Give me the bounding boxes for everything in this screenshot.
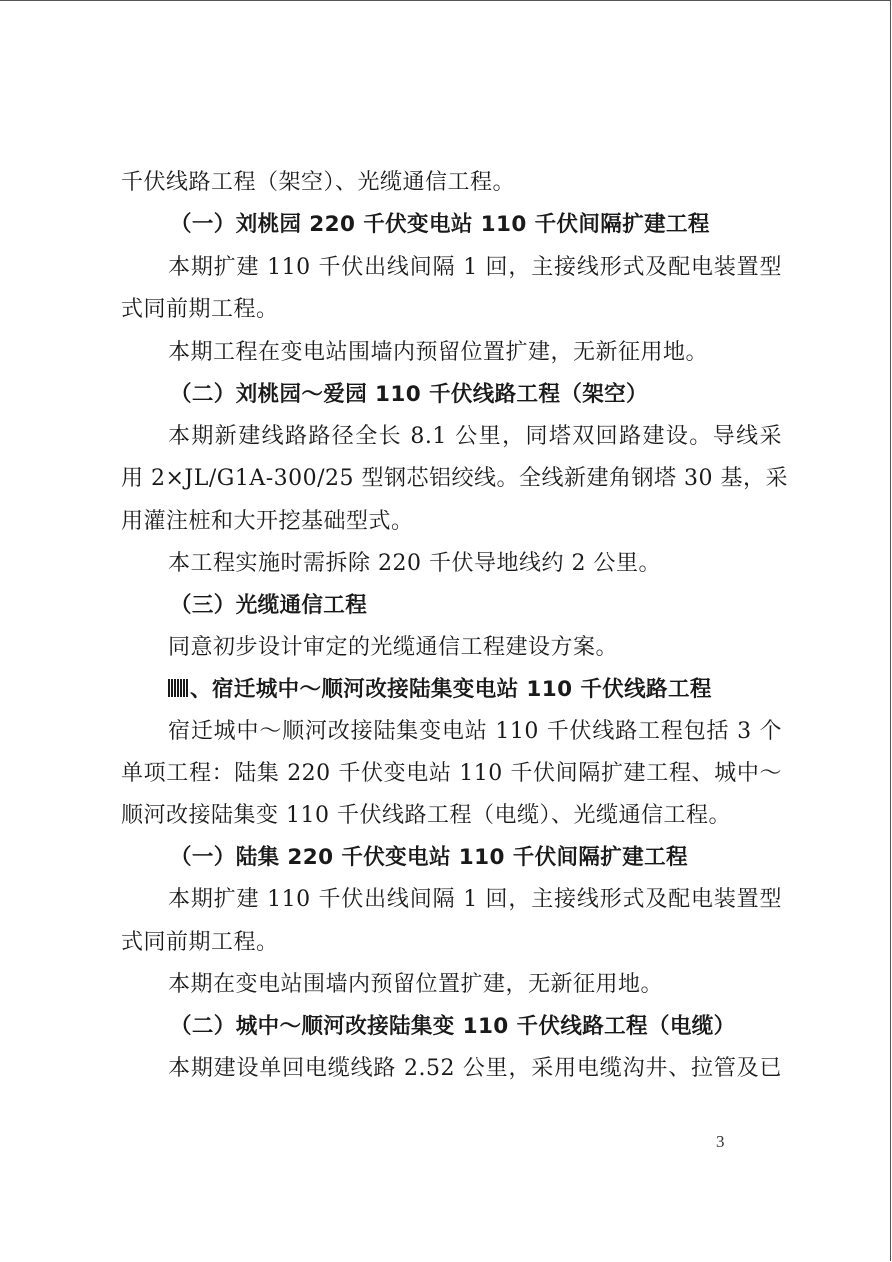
paragraph-line: 用灌注桩和大开挖基础型式。: [121, 509, 414, 534]
section-heading: （二）城中～顺河改接陆集变 110 千伏线路工程（电缆）: [170, 1014, 736, 1039]
paragraph-line: 本期在变电站围墙内预留位置扩建，无新征用地。: [168, 972, 664, 997]
section-heading: （一）刘桃园 220 千伏变电站 110 千伏间隔扩建工程: [170, 212, 710, 237]
section-heading: （二）刘桃园～爱园 110 千伏线路工程（架空）: [170, 382, 648, 407]
paragraph-line: 顺河改接陆集变 110 千伏线路工程（电缆）、光缆通信工程。: [121, 803, 731, 828]
paragraph-line: 式同前期工程。: [121, 930, 279, 955]
section-marker-icon: [168, 679, 188, 697]
chapter-heading-text: 、宿迁城中～顺河改接陆集变电站 110 千伏线路工程: [190, 677, 712, 702]
chapter-heading: [168, 676, 712, 704]
paragraph-line: 本期建设单回电缆线路 2.52 公里，采用电缆沟井、拉管及已: [168, 1056, 782, 1081]
paragraph-line: 本期新建线路路径全长 8.1 公里，同塔双回路建设。导线采: [168, 424, 782, 449]
section-heading: （一）陆集 220 千伏变电站 110 千伏间隔扩建工程: [170, 845, 688, 870]
paragraph-line: 单项工程：陆集 220 千伏变电站 110 千伏间隔扩建工程、城中～: [121, 761, 782, 786]
paragraph-line: 千伏线路工程（架空）、光缆通信工程。: [121, 170, 516, 195]
paragraph-line: 本工程实施时需拆除 220 千伏导地线约 2 公里。: [168, 551, 661, 576]
paragraph-line: 同意初步设计审定的光缆通信工程建设方案。: [168, 635, 619, 660]
paragraph-line: 本期工程在变电站围墙内预留位置扩建，无新征用地。: [168, 340, 709, 365]
paragraph-line: 式同前期工程。: [121, 297, 279, 322]
paragraph-line: 本期扩建 110 千伏出线间隔 1 回，主接线形式及配电装置型: [168, 887, 782, 912]
section-heading: （三）光缆通信工程: [170, 593, 368, 618]
paragraph-line: 用 2×JL/G1A-300/25 型钢芯铝绞线。全线新建角钢塔 30 基，采: [121, 466, 789, 491]
paragraph-line: 本期扩建 110 千伏出线间隔 1 回，主接线形式及配电装置型: [168, 255, 782, 280]
paragraph-line: 宿迁城中～顺河改接陆集变电站 110 千伏线路工程包括 3 个: [168, 719, 782, 744]
page-number: 3: [716, 1132, 725, 1151]
